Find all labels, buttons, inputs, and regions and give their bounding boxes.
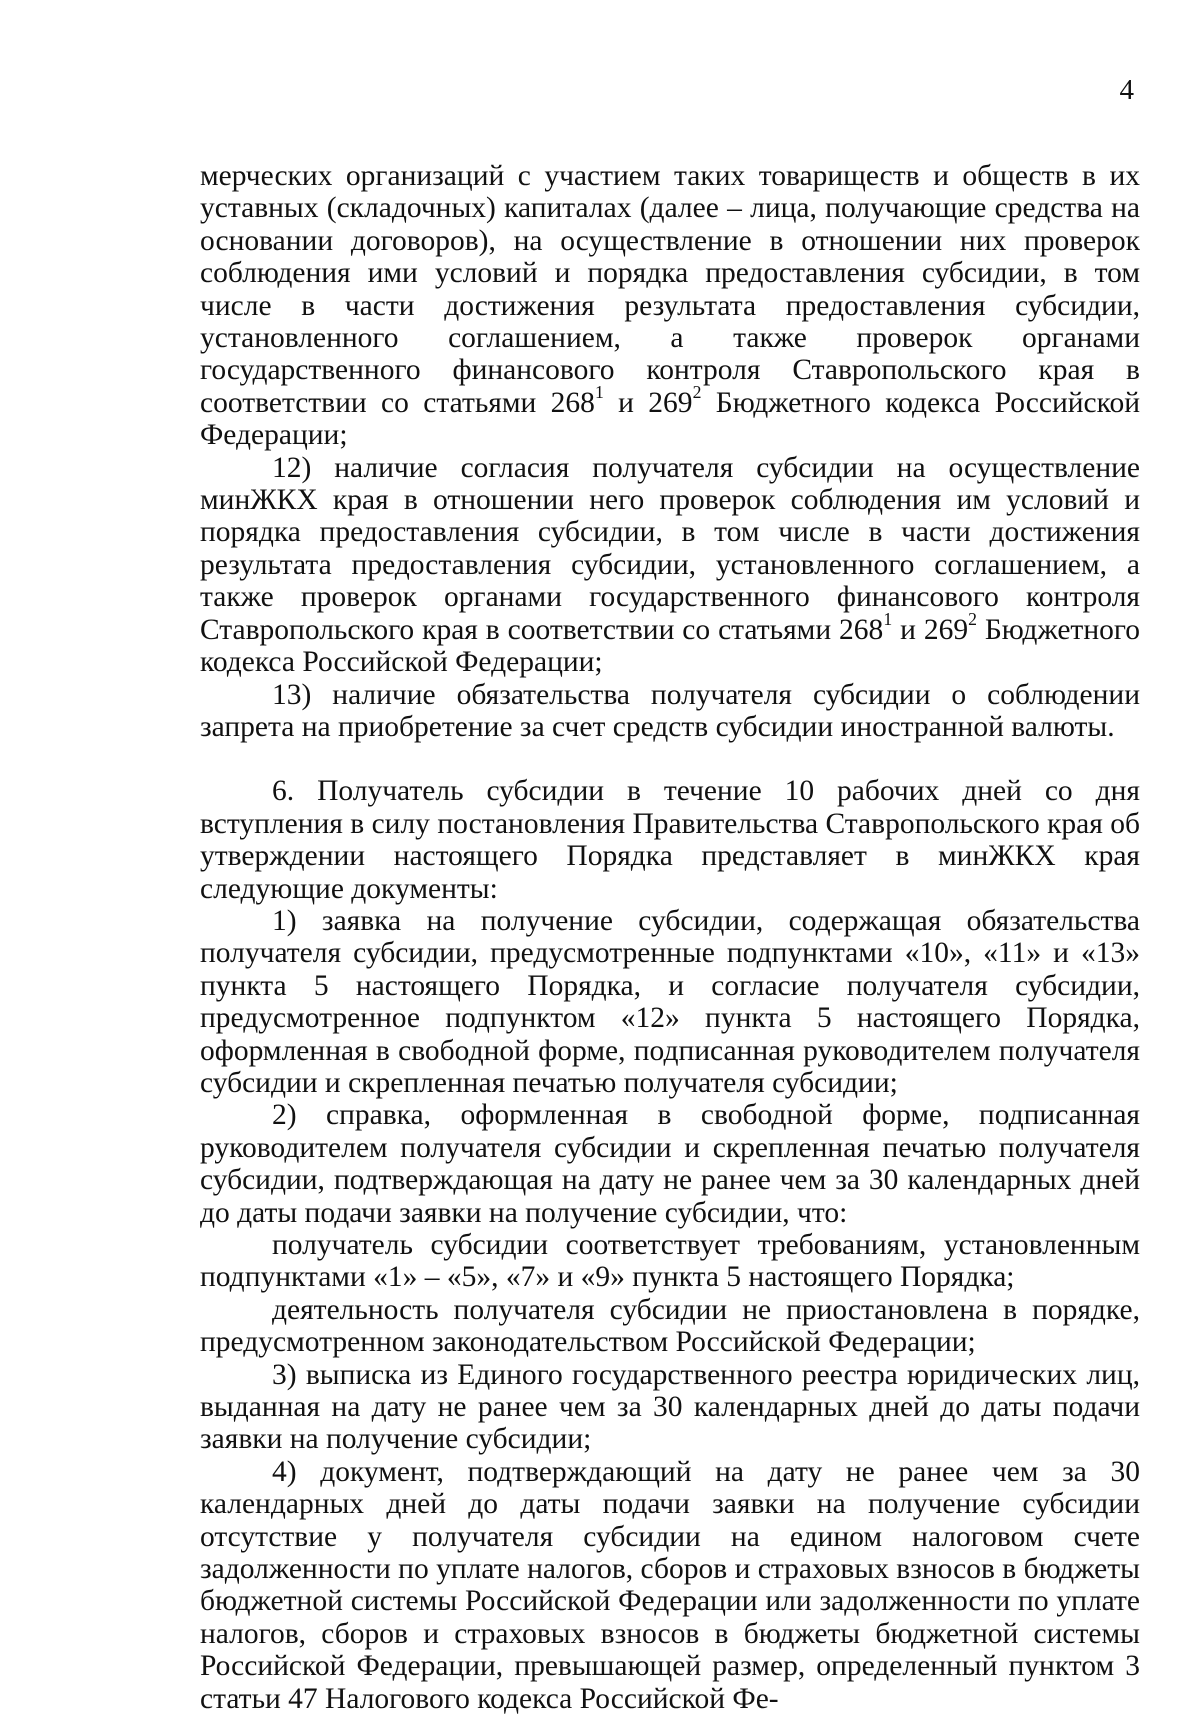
superscript: 1: [883, 609, 893, 630]
superscript: 1: [594, 382, 604, 403]
paragraph-item-6-3: 3) выписка из Единого государственного реестра юридических лиц, выданная на дату не ранее чем за 30 календарных дней до даты подачи заявки на получение субсидии;: [200, 1358, 1140, 1456]
text-run: и 269: [892, 613, 969, 646]
paragraph-item-6-2: 2) справка, оформленная в свободной форме, подписанная руководителем получателя субсидии и скрепленная печатью получателя субсидии, подтверждающая на дату не ранее чем за 30 календарных дней до даты подачи заявки на получение субсидии, что:: [200, 1099, 1140, 1229]
paragraph-section-6: 6. Получатель субсидии в течение 10 рабочих дней со дня вступления в силу постановления Правительства Ставропольского края об утверждении настоящего Порядка представляет в минЖКХ края следующие документы:: [200, 775, 1140, 905]
paragraph-item-12: [200, 452, 1140, 679]
superscript: 2: [968, 609, 977, 630]
paragraph-item-6-4: 4) документ, подтверждающий на дату не ранее чем за 30 календарных дней до даты подачи заявки на получение субсидии отсутствие у получателя субсидии на едином налоговом счете задолженности по уплате налогов, сборов и страховых взносов в бюджеты бюджетной системы Российской Федерации или задолженности по уплате налогов, сборов и страховых взносов в бюджеты бюджетной системы Российской Федерации, превышающей размер, определенный пунктом 3 статьи 47 Налогового кодекса Российской Фе-: [200, 1455, 1140, 1715]
superscript: 2: [692, 382, 702, 403]
paragraph-continuation: [200, 160, 1140, 452]
text-run: мерческих организаций с участием таких товариществ и обществ в их уставных (складочных) капиталах (далее – лица, получающие средства на основании договоров), на осуществление в отношении них проверок соблюдения ими условий и порядка предоставления субсидии, в том числе в части достижения результата предоставления субсидии, установленного соглашением, а также проверок органами государственного финансового контроля Ставропольского края в соответствии со статьями 268: [200, 160, 1140, 419]
paragraph-item-6-2-b: деятельность получателя субсидии не приостановлена в порядке, предусмотренном законодательством Российской Федерации;: [200, 1293, 1140, 1359]
text-run: 12) наличие согласия получателя субсидии на осуществление минЖКХ края в отношении него проверок соблюдения им условий и порядка предоставления субсидии, в том числе в части достижения результата предоставления субсидии, установленного соглашением, а также проверок органами государственного финансового контроля Ставропольского края в соответствии со статьями 268: [200, 451, 1140, 646]
text-run: Бюджетного кодекса Российской Федерации;: [200, 386, 1140, 452]
text-run: и 269: [603, 386, 693, 419]
paragraph-item-6-2-a: получатель субсидии соответствует требованиям, установленным подпунктами «1» – «5», «7» и «9» пункта 5 настоящего Порядка;: [200, 1229, 1140, 1294]
paragraph-item-13: 13) наличие обязательства получателя субсидии о соблюдении запрета на приобретение за счет средств субсидии иностранной валюты.: [200, 678, 1140, 743]
document-body: [200, 160, 1140, 1715]
page-number: 4: [1119, 74, 1134, 106]
paragraph-item-6-1: 1) заявка на получение субсидии, содержащая обязательства получателя субсидии, предусмотренные подпунктами «10», «11» и «13» пункта 5 настоящего Порядка, и согласие получателя субсидии, предусмотренное подпунктом «12» пункта 5 настоящего Порядка, оформленная в свободной форме, подписанная руководителем получателя субсидии и скрепленная печатью получателя субсидии;: [200, 904, 1140, 1099]
text-run: Бюджетного кодекса Российской Федерации;: [200, 613, 1140, 679]
